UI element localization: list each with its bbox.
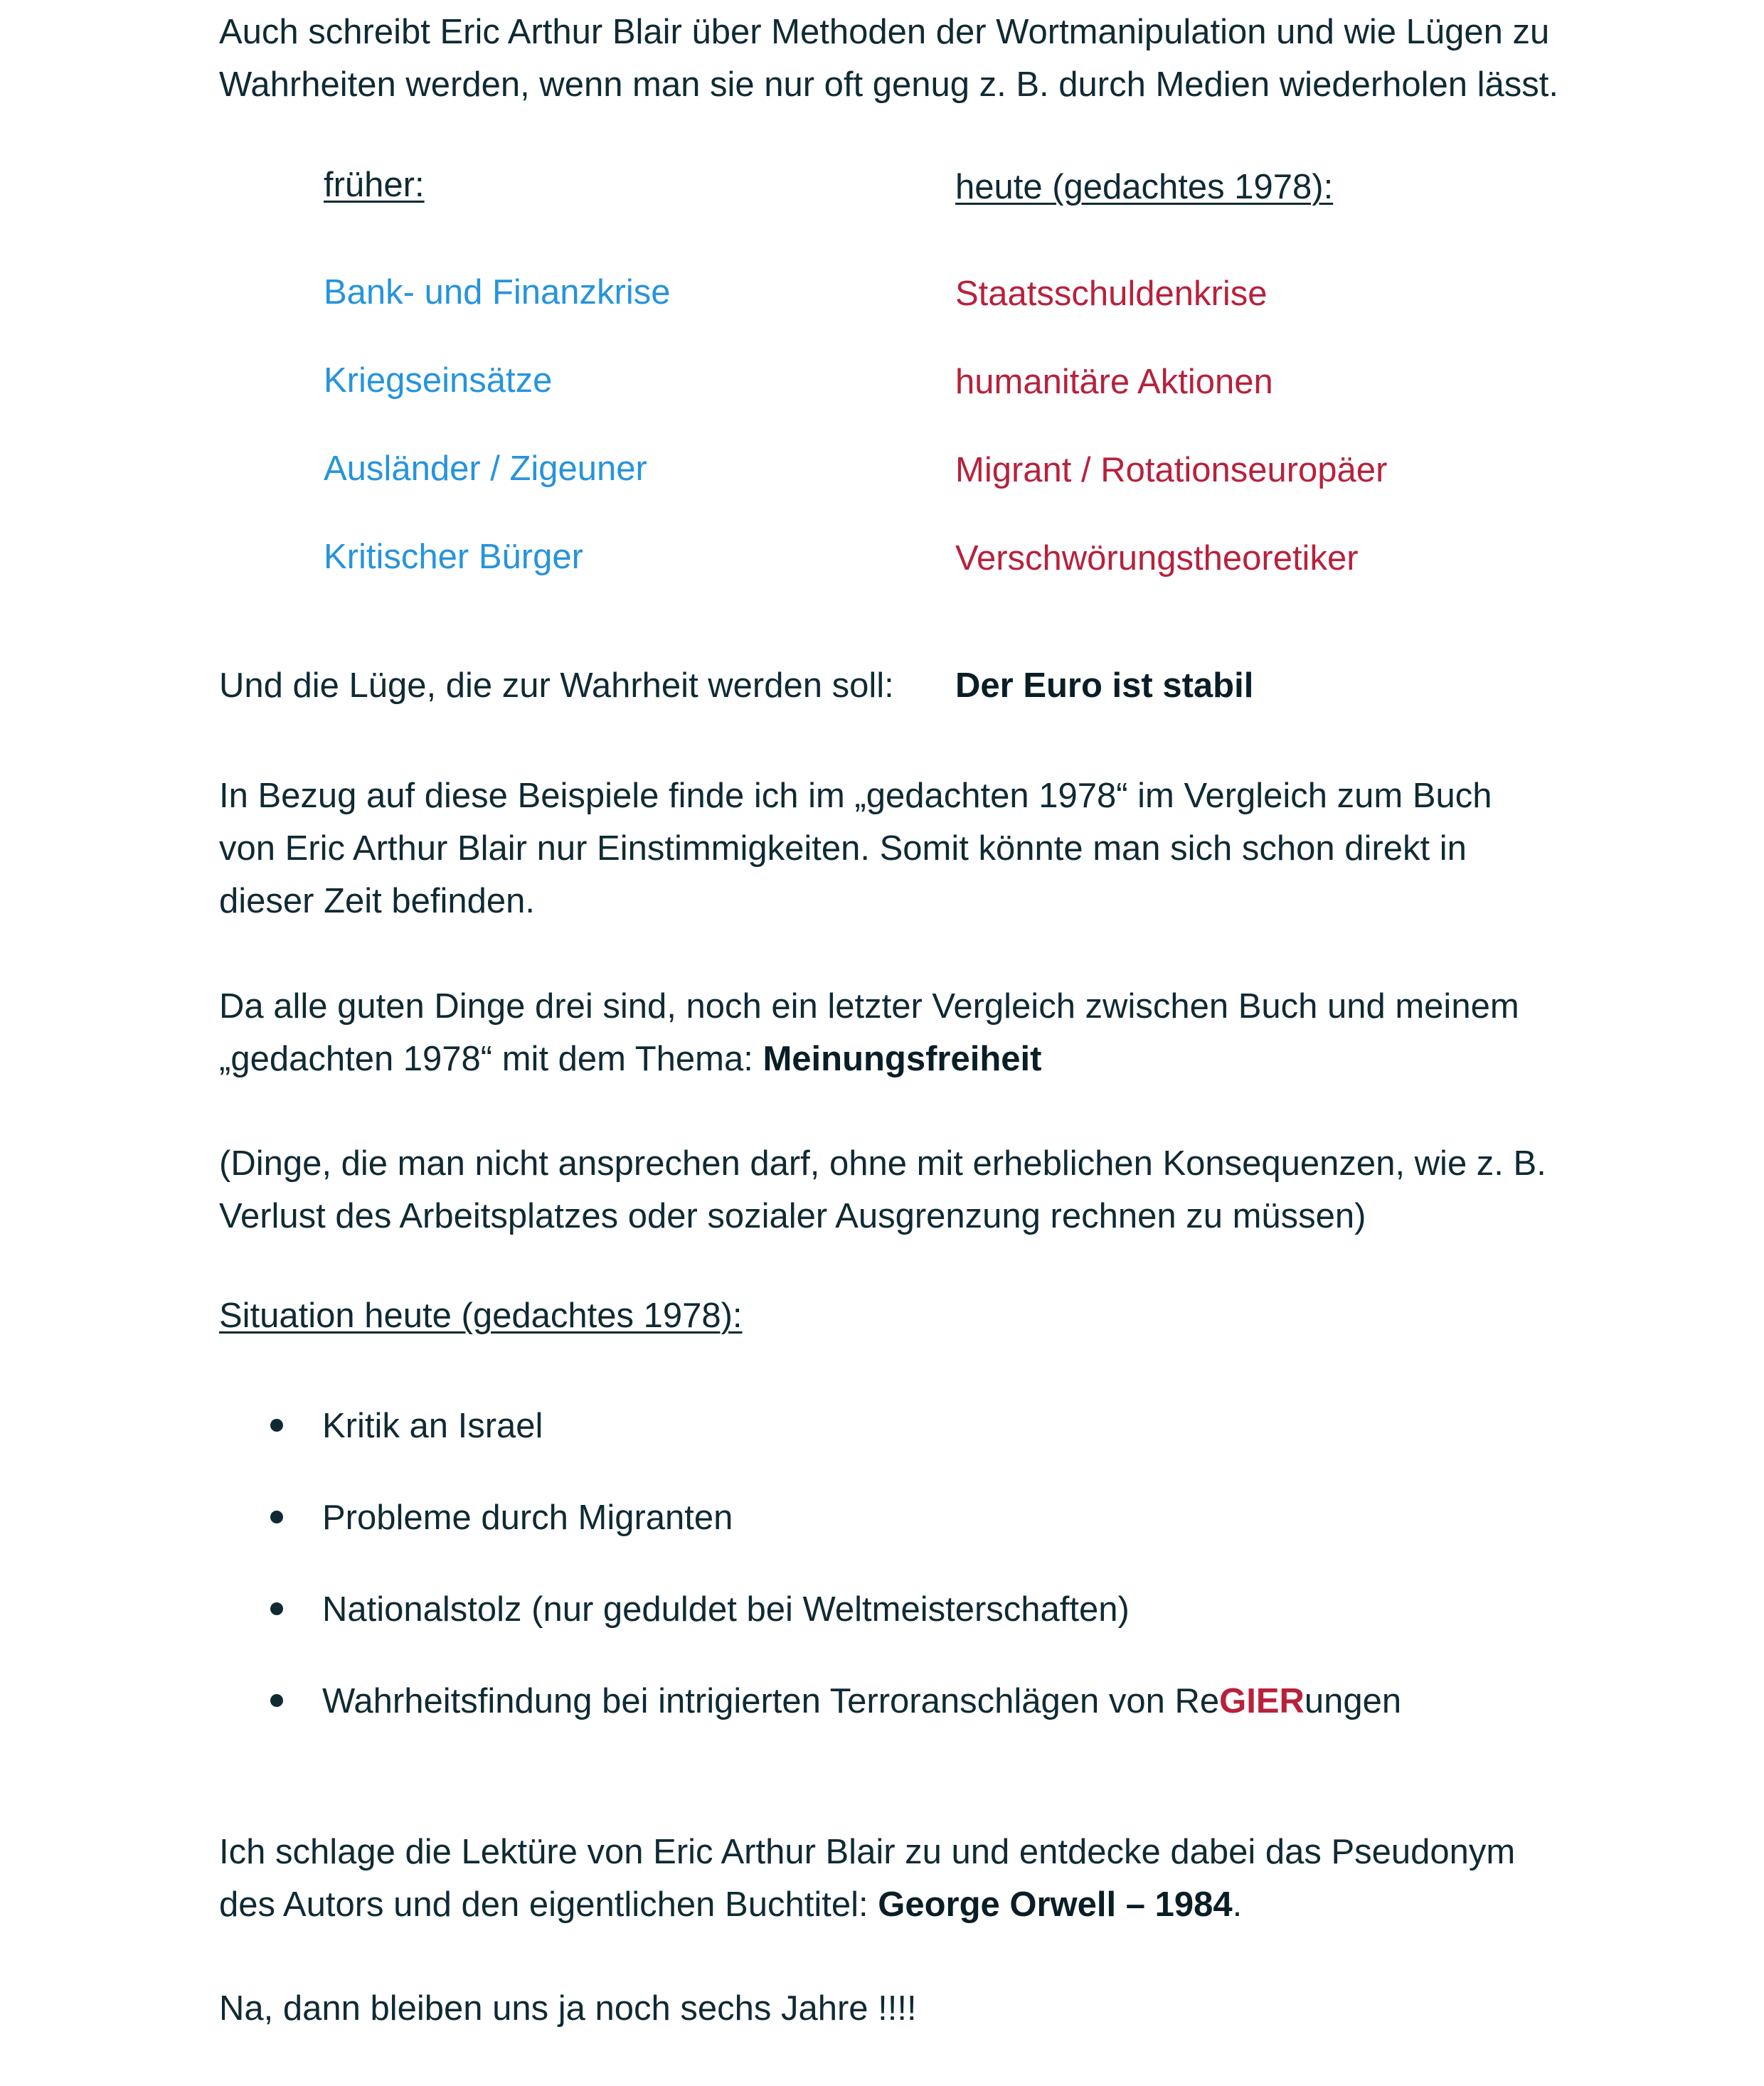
left-term: Bank- und Finanzkrise — [324, 273, 671, 312]
column-heading-frueher: früher: — [324, 166, 425, 204]
reference-line-3: dieser Zeit befinden. — [219, 882, 535, 920]
definition-line-2: Verlust des Arbeitsplatzes oder sozialer Ausgrenzung rechnen zu müssen) — [219, 1197, 1366, 1235]
bullet-icon — [270, 1419, 283, 1432]
reveal-line-1: Ich schlage die Lektüre von Eric Arthur Blair zu und entdecke dabei das Pseudonym — [219, 1833, 1516, 1871]
left-term: Kritischer Bürger — [324, 538, 583, 576]
bullet-last-prefix: Wahrheitsfindung bei intrigierten Terroranschlägen von Re — [322, 1682, 1220, 1720]
bullet-icon — [270, 1694, 283, 1707]
reveal-line-2-prefix: des Autors und den eigentlichen Buchtitel: — [219, 1885, 878, 1924]
bullet-icon — [270, 1602, 283, 1615]
intro-line-1: Auch schreibt Eric Arthur Blair über Methoden der Wortmanipulation und wie Lügen zu — [219, 13, 1550, 51]
intro-paragraph — [219, 6, 1627, 111]
reveal-line-2-suffix: . — [1232, 1885, 1243, 1924]
intro-line-2: Wahrheiten werden, wenn man sie nur oft genug z. B. durch Medien wiederholen lässt. — [219, 65, 1559, 104]
right-term: Verschwörungstheoretiker — [955, 539, 1359, 578]
reference-line-2: von Eric Arthur Blair nur Einstimmigkeiten. Somit könnte man sich schon direkt in — [219, 829, 1467, 868]
bullet-last-suffix: ungen — [1304, 1682, 1402, 1720]
reveal-paragraph — [219, 1826, 1627, 1931]
comparison-line-1: Da alle guten Dinge drei sind, noch ein letzter Vergleich zwischen Buch und meinem — [219, 987, 1519, 1026]
right-term: Staatsschuldenkrise — [955, 275, 1268, 313]
column-heading-heute: heute (gedachtes 1978): — [955, 168, 1334, 206]
comparison-line-2-prefix: „gedachten 1978“ mit dem Thema: — [219, 1040, 763, 1078]
definition-paragraph — [219, 1137, 1627, 1242]
author-and-title: George Orwell – 1984 — [878, 1885, 1233, 1924]
reference-paragraph — [219, 770, 1627, 927]
bullet-text: Probleme durch Migranten — [322, 1499, 733, 1537]
bullet-text: Kritik an Israel — [322, 1407, 543, 1445]
reference-line-1: In Bezug auf diese Beispiele finde ich im „gedachten 1978“ im Vergleich zum Buch — [219, 777, 1492, 815]
right-term: Migrant / Rotationseuropäer — [955, 451, 1388, 489]
definition-line-1: (Dinge, die man nicht ansprechen darf, ohne mit erheblichen Konsequenzen, wie z. B. — [219, 1144, 1546, 1183]
bullet-icon — [270, 1511, 283, 1523]
highlight-gier: GIER — [1219, 1682, 1305, 1720]
bullet-text: Nationalstolz (nur geduldet bei Weltmeisterschaften) — [322, 1590, 1130, 1629]
topic-meinungsfreiheit: Meinungsfreiheit — [763, 1040, 1042, 1078]
closing-line: Na, dann bleiben uns ja noch sechs Jahre !!!! — [219, 1989, 917, 2028]
left-term: Kriegseinsätze — [324, 361, 553, 400]
situation-heading: Situation heute (gedachtes 1978): — [219, 1297, 743, 1335]
left-term: Ausländer / Zigeuner — [324, 449, 647, 488]
bullet-text-last — [322, 1675, 1401, 1728]
comparison-paragraph — [219, 980, 1627, 1085]
lie-value: Der Euro ist stabil — [955, 666, 1254, 705]
lie-label: Und die Lüge, die zur Wahrheit werden soll: — [219, 666, 894, 705]
right-term: humanitäre Aktionen — [955, 363, 1273, 401]
